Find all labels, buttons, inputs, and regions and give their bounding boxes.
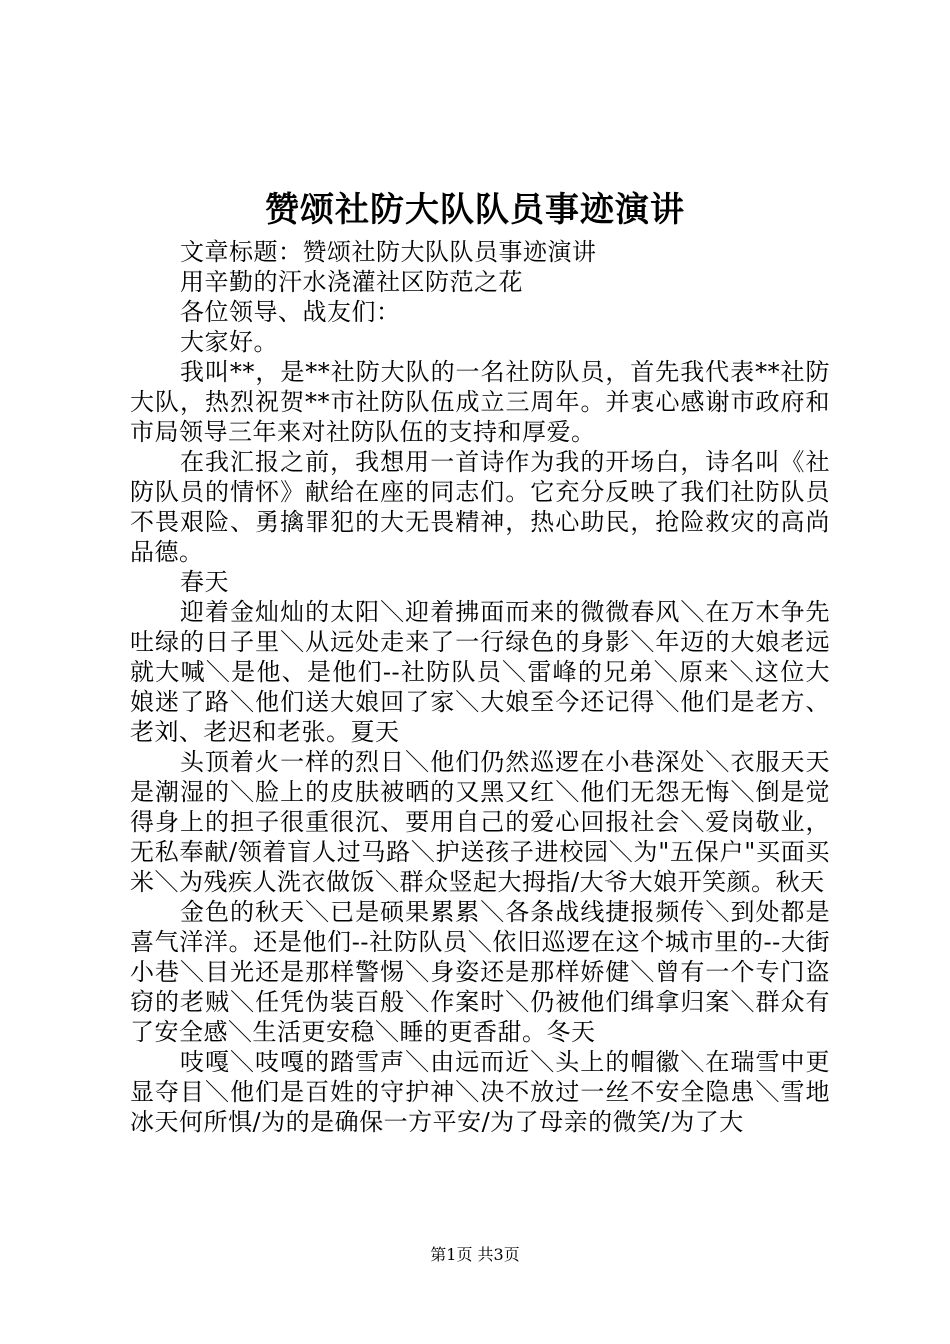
paragraph-poem-intro: 在我汇报之前，我想用一首诗作为我的开场白，诗名叫《社防队员的情怀》献给在座的同志们。它充分反映了我们社防队员不畏艰险、勇擒罪犯的大无畏精神，热心助民，抢险救灾的高尚品德。: [130, 448, 830, 566]
paragraph-winter: 吱嘎＼吱嘎的踏雪声＼由远而近＼头上的帽徽＼在瑞雪中更显夺目＼他们是百姓的守护神＼决不放过一丝不安全隐患＼雪地冰天何所惧/为的是确保一方平安/为了母亲的微笑/为了大: [130, 1048, 830, 1136]
paragraph-subtitle: 用辛勤的汗水浇灌社区防范之花: [180, 268, 523, 296]
paragraph-salutation: 各位领导、战友们：: [180, 298, 401, 326]
paragraph-greeting: 大家好。: [180, 328, 278, 356]
paragraph-autumn: 金色的秋天＼已是硕果累累＼各条战线捷报频传＼到处都是喜气洋洋。还是他们--社防队员＼依旧巡逻在这个城市里的--大街小巷＼目光还是那样警惕＼身姿还是那样娇健＼曾有一个专门盗窃的老贼＼任凭伪装百般＼作案时＼仍被他们缉拿归案＼群众有了安全感＼生活更安稳＼睡的更香甜。冬天: [130, 898, 830, 1046]
paragraph-summer: 头顶着火一样的烈日＼他们仍然巡逻在小巷深处＼衣服天天是潮湿的＼脸上的皮肤被晒的又黑又红＼他们无怨无悔＼倒是觉得身上的担子很重很沉、要用自己的爱心回报社会＼爱岗敬业，无私奉献/领着盲人过马路＼护送孩子进校园＼为"五保户"买面买米＼为残疾人洗衣做饭＼群众竖起大拇指/大爷大娘开笑颜。秋天: [130, 748, 830, 896]
paragraph-spring-heading: 春天: [180, 568, 229, 596]
document-title: 赞颂社防大队队员事迹演讲: [265, 190, 685, 230]
paragraph-spring: 迎着金灿灿的太阳＼迎着拂面而来的微微春风＼在万木争先吐绿的日子里＼从远处走来了一行绿色的身影＼年迈的大娘老远就大喊＼是他、是他们--社防队员＼雷峰的兄弟＼原来＼这位大娘迷了路＼他们送大娘回了家＼大娘至今还记得＼他们是老方、老刘、老迟和老张。夏天: [130, 598, 830, 746]
paragraph-introduction: 我叫**，是**社防大队的一名社防队员，首先我代表**社防大队，热烈祝贺**市社防队伍成立三周年。并衷心感谢市政府和市局领导三年来对社防队伍的支持和厚爱。: [130, 358, 830, 446]
document-body: [130, 237, 830, 1137]
paragraph-article-title: 文章标题：赞颂社防大队队员事迹演讲: [180, 238, 597, 266]
page-number-footer: 第1页 共3页: [430, 1245, 520, 1264]
